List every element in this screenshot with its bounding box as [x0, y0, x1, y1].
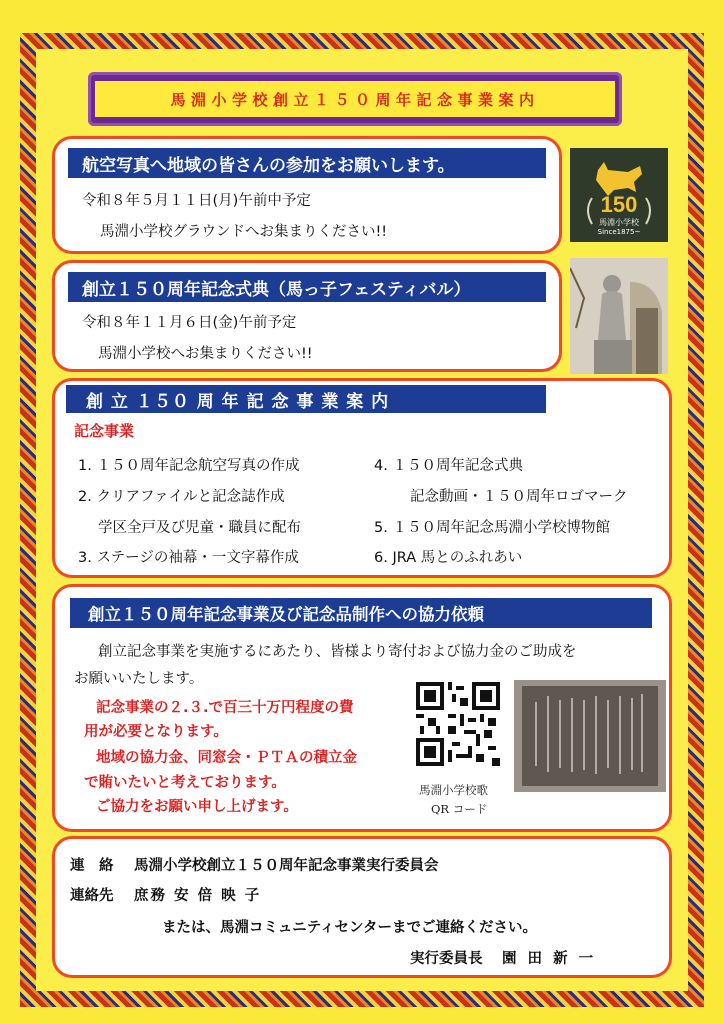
contact-alternative: または、馬淵コミュニティセンターまでご連絡ください。 — [162, 920, 537, 936]
chairperson-name: 園 田 新 一 — [502, 951, 597, 967]
chairperson-label: 実行委員長 — [410, 951, 483, 967]
title-banner — [88, 72, 622, 126]
school-statue-photo — [570, 258, 668, 374]
logo-school: 馬淵小学校 — [599, 218, 639, 227]
anniversary-logo — [570, 148, 668, 242]
project-item-4-detail: 記念動画・１５０周年ロゴマーク — [410, 489, 628, 505]
logo-number: 150 — [600, 192, 638, 217]
ceremony-place: 馬淵小学校へお集まりください!! — [98, 346, 313, 362]
school-song-monument-photo — [514, 680, 666, 792]
aerial-photo-header: 航空写真へ地域の皆さんの参加をお願いします。 — [68, 148, 546, 178]
project-item-2-detail: 学区全戸及び児童・職員に配布 — [98, 520, 301, 536]
project-item-5: 5. １５０周年記念馬淵小学校博物館 — [374, 520, 610, 536]
school-song-qr-code[interactable] — [416, 682, 500, 766]
donation-header: 創立１５０周年記念事業及び記念品制作への協力依頼 — [70, 598, 652, 628]
project-item-3: 3. ステージの袖幕・一文字幕作成 — [78, 550, 299, 566]
aerial-photo-date: 令和８年５月１１日(月)午前中予定 — [82, 193, 311, 209]
project-item-6: 6. JRA 馬とのふれあい — [374, 550, 523, 566]
ceremony-date: 令和８年１１月６日(金)午前予定 — [82, 315, 297, 331]
donation-note-5: ご協力をお願い申し上げます。 — [96, 799, 298, 815]
donation-note-2: 用が必要となります。 — [84, 724, 228, 740]
ceremony-header: 創立１５０周年記念式典（馬っ子フェスティバル） — [68, 272, 546, 302]
project-item-2: 2. クリアファイルと記念誌作成 — [78, 489, 285, 505]
donation-note-4: で賄いたいと考えております。 — [84, 775, 286, 791]
donation-note-3: 地域の協力金、同窓会・ＰＴＡの積立金 — [96, 750, 357, 766]
qr-code-icon — [416, 682, 500, 766]
contact-committee: 馬淵小学校創立１５０周年記念事業実行委員会 — [134, 858, 439, 874]
page-title: 馬淵小学校創立１５０周年記念事業案内 — [95, 81, 615, 117]
logo-since: Since1875~ — [597, 228, 641, 236]
projects-header: 創 立 １５０ 周 年 記 念 事 業 案 内 — [66, 385, 546, 413]
qr-caption-title: 馬淵小学校歌 — [419, 783, 488, 797]
contact-person: 庶務 安 倍 映 子 — [134, 888, 262, 904]
project-item-4: 4. １５０周年記念式典 — [374, 458, 523, 474]
donation-note-1: 記念事業の２.３.で百三十万円程度の費 — [96, 700, 354, 716]
aerial-photo-place: 馬淵小学校グラウンドへお集まりください!! — [100, 224, 388, 240]
projects-subheading: 記念事業 — [74, 422, 135, 440]
project-item-1: 1. １５０周年記念航空写真の作成 — [78, 458, 300, 474]
contact-label: 連 絡 — [70, 858, 114, 874]
donation-para-2: お願いいたします。 — [74, 671, 204, 687]
qr-caption-label: QR コード — [431, 802, 488, 816]
donation-para-1: 創立記念事業を実施するにあたり、皆様より寄付および協力金のご助成を — [98, 644, 577, 660]
contact-person-label: 連絡先 — [70, 888, 114, 904]
